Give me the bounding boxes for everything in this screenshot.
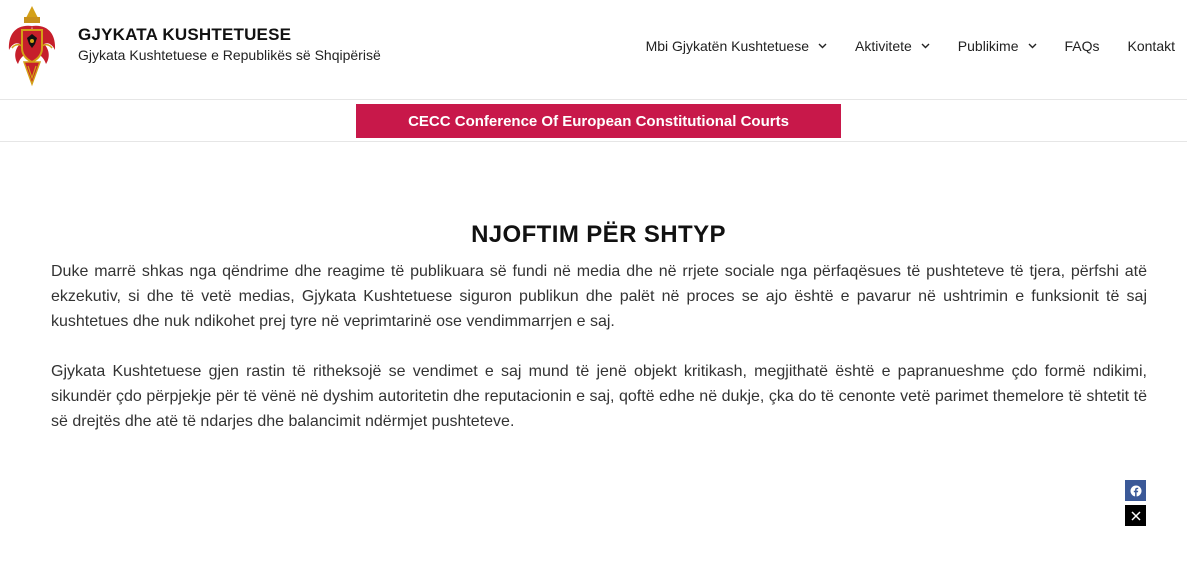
share-buttons <box>1125 480 1147 530</box>
cecc-conference-button[interactable]: CECC Conference Of European Constitutional Courts <box>356 104 841 138</box>
site-title[interactable]: GJYKATA KUSHTETUESE <box>78 25 292 44</box>
x-twitter-icon <box>1131 511 1141 521</box>
chevron-down-icon <box>921 43 930 49</box>
site-subtitle: Gjykata Kushtetuese e Republikës së Shqipërisë <box>78 47 381 63</box>
nav-item-label: Kontakt <box>1127 38 1175 54</box>
chevron-down-icon <box>818 43 827 49</box>
nav-item-aktivitete[interactable] <box>855 38 930 54</box>
chevron-down-icon <box>1028 43 1037 49</box>
x-share-button[interactable] <box>1125 505 1146 526</box>
nav-item-label: Publikime <box>957 38 1019 54</box>
page-title: NJOFTIM PËR SHTYP <box>471 221 726 249</box>
site-header <box>0 0 1187 100</box>
facebook-share-button[interactable] <box>1125 480 1146 501</box>
nav-item-label: FAQs <box>1064 38 1100 54</box>
article-paragraph: Gjykata Kushtetuese gjen rastin të ritheksojë se vendimet e saj mund të jenë objekt kritikash, megjithatë është e papranueshme çdo formë ndikimi, sikundër çdo përpjekje për të vënë në dyshim autoritetin dhe reputacionin e saj, qoftë edhe në dukje, çka do të cenonte vetë parimet themelore të shtetit të së drejtës dhe atë të ndarjes dhe balancimit ndërmjet pushteteve. <box>51 363 1147 430</box>
article-paragraph: Duke marrë shkas nga qëndrime dhe reagime të publikuara së fundi në media dhe në rrjete sociale nga përfaqësues të pushteteve të tjera, përfshi atë ekzekutiv, si dhe të vetë medias, Gjykata Kushtetuese siguron publikun dhe palët në proces se ajo është e pavarur në ushtrimin e funksionit të saj kushtetues dhe nuk ndikohet prej tyre në veprimtarinë ose vendimmarrjen e saj. <box>51 263 1147 330</box>
article-content <box>51 259 1147 459</box>
nav-item-label: Mbi Gjykatën Kushtetuese <box>645 38 809 54</box>
main-nav <box>646 38 1175 54</box>
nav-item-publikime[interactable] <box>958 38 1037 54</box>
nav-item-faqs[interactable] <box>1065 38 1100 54</box>
banner-row <box>0 100 1187 142</box>
nav-item-label: Aktivitete <box>854 38 912 54</box>
nav-item-mbi-gjykaten[interactable] <box>646 38 827 54</box>
facebook-icon <box>1130 485 1142 497</box>
nav-item-kontakt[interactable] <box>1128 38 1175 54</box>
eagle-coat-of-arms-icon[interactable] <box>6 4 58 88</box>
